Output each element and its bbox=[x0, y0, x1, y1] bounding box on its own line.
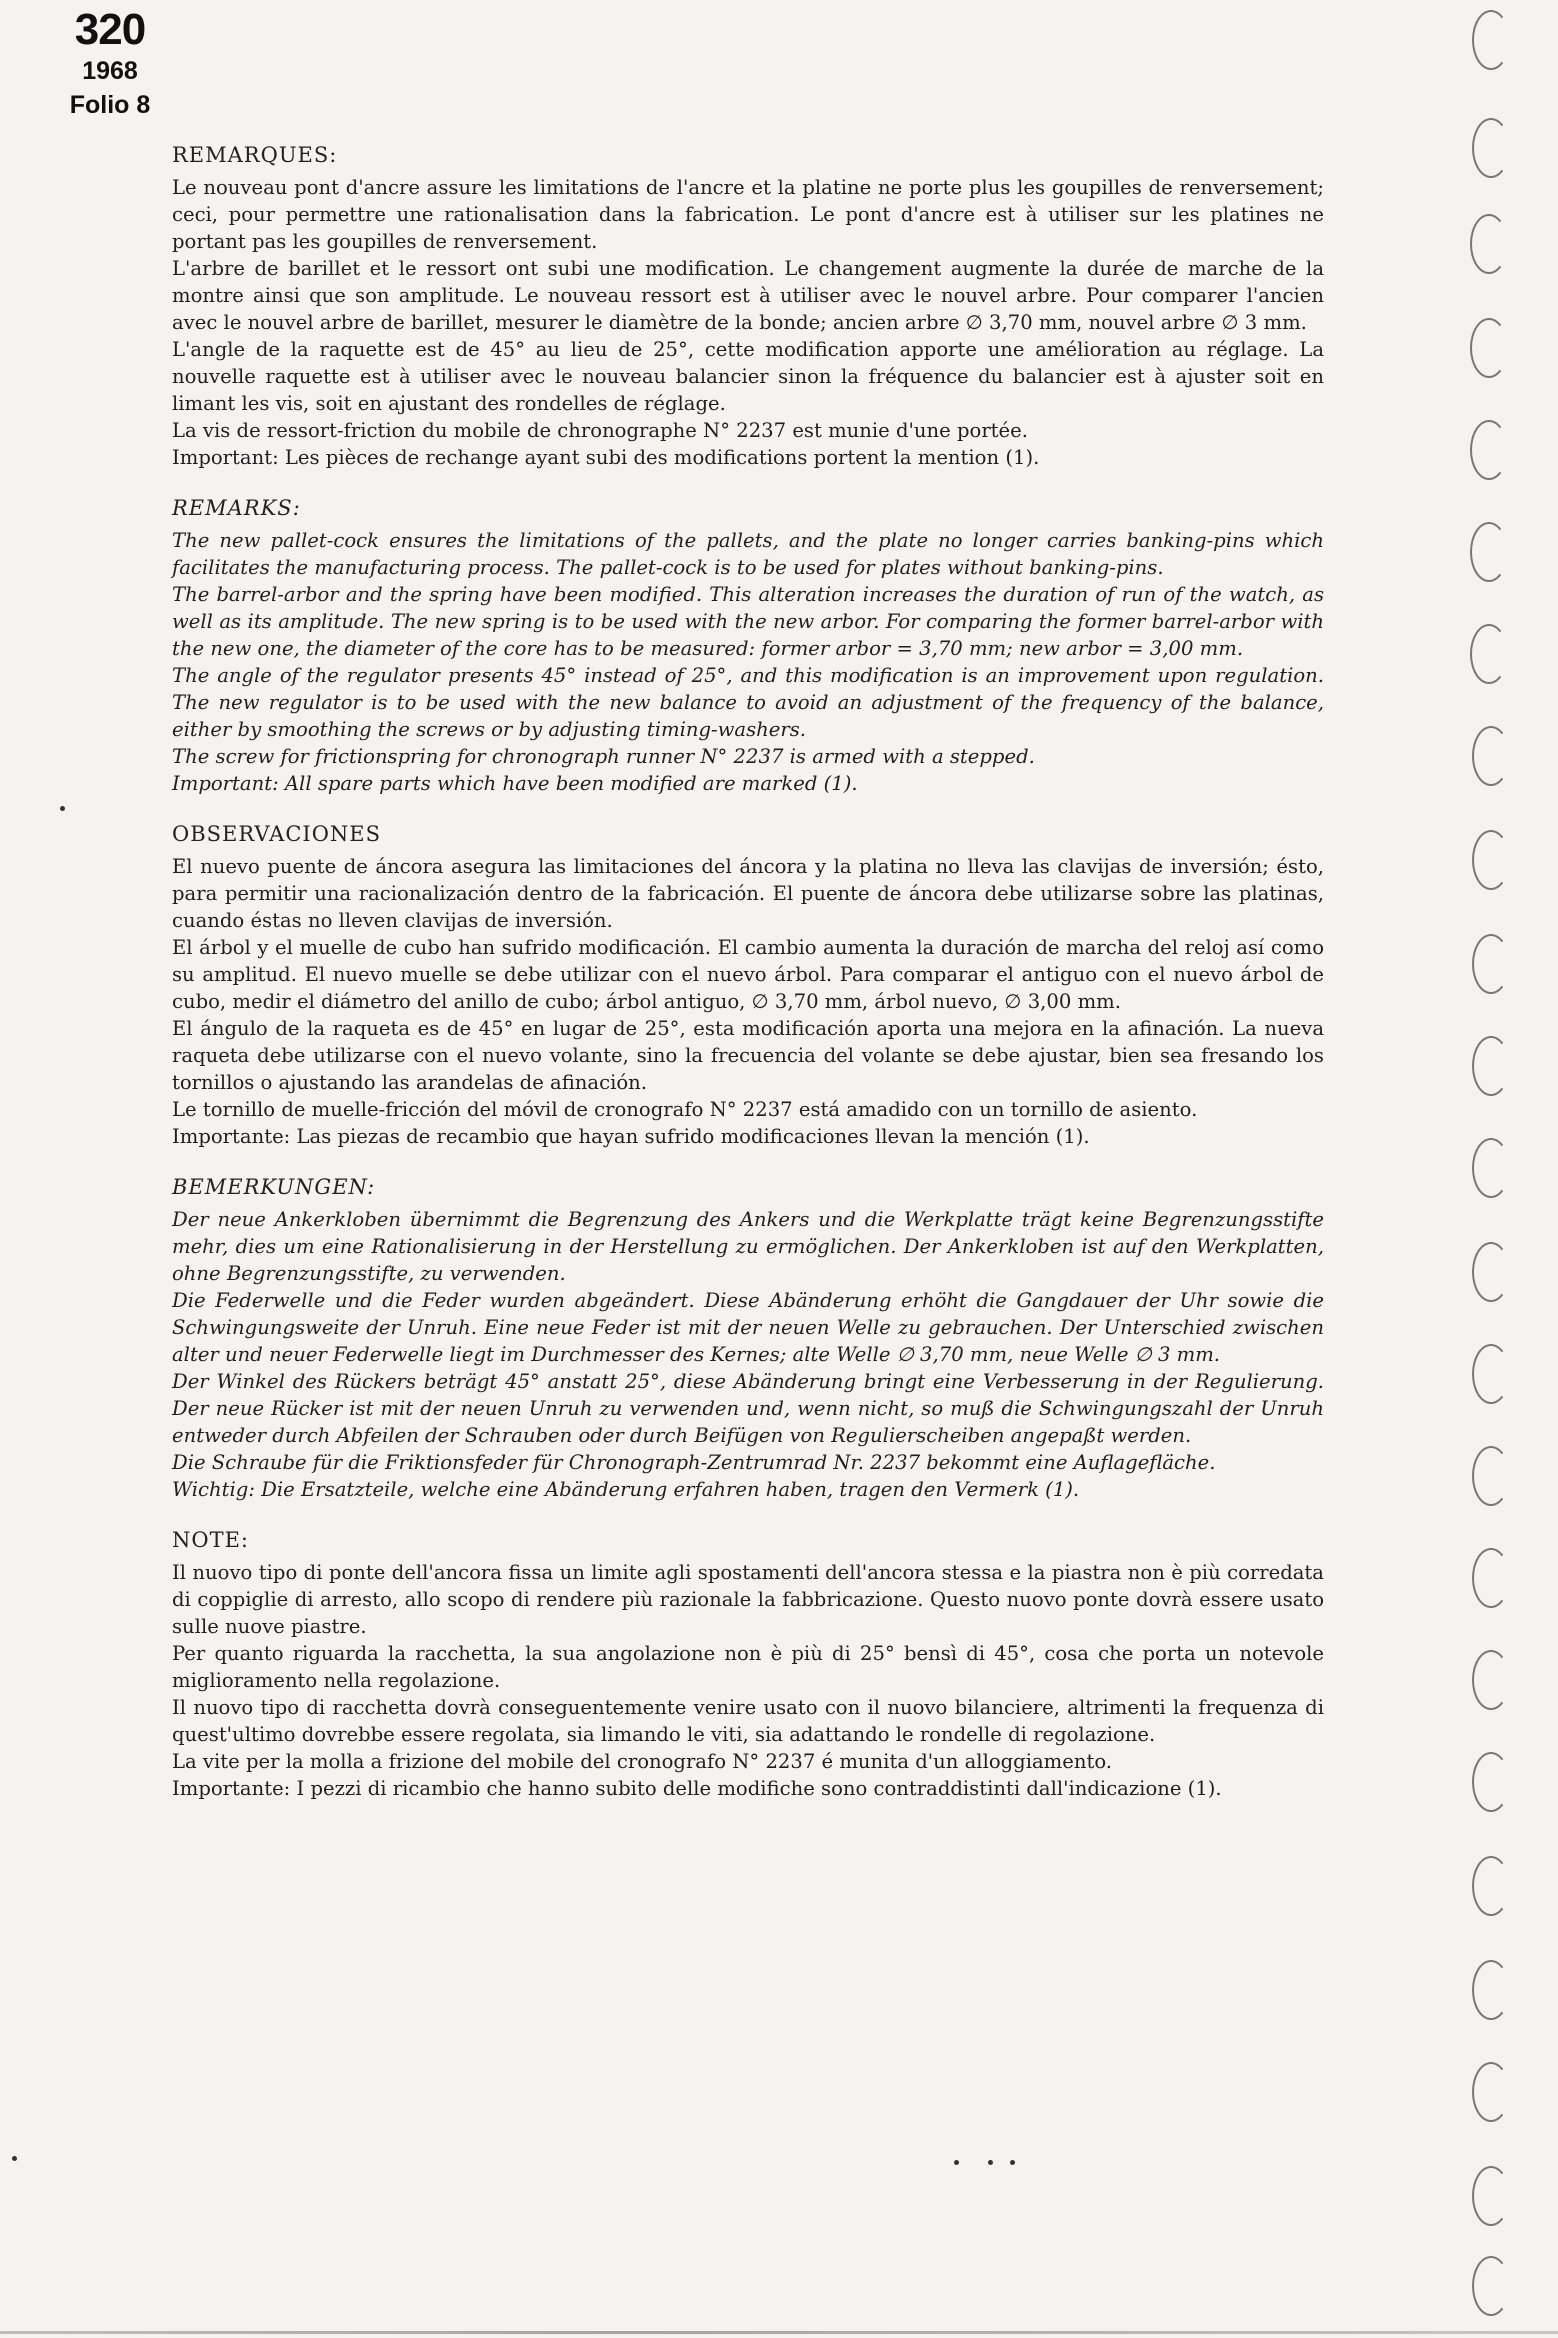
section-italian bbox=[172, 1525, 1324, 1802]
punch-hole-icon bbox=[1472, 1036, 1510, 1096]
paragraph: The new pallet-cock ensures the limitations of the pallets, and the plate no longer carries banking-pins which facilitates the manufacturing process. The pallet-cock is to be used for plates without banking-pins. bbox=[172, 529, 1324, 579]
section-title: BEMERKUNGEN: bbox=[172, 1175, 376, 1199]
punch-hole-icon bbox=[1472, 1752, 1510, 1812]
paragraph: Importante: Las piezas de recambio que hayan sufrido modificaciones llevan la mención (1). bbox=[172, 1125, 1090, 1148]
paragraph: El nuevo puente de áncora asegura las limitaciones del áncora y la platina no lleva las clavijas de inversión; ésto, para permitir una racionalización dentro de la fabricación. El puente de áncora debe utilizarse sobre las platinas, cuando éstas no lleven clavijas de inversión. bbox=[172, 855, 1324, 932]
paragraph: El árbol y el muelle de cubo han sufrido modificación. El cambio aumenta la duración de marcha del reloj así como su amplitud. El nuevo muelle se debe utilizar con el nuevo árbol. Para comparar el antiguo con el nuevo árbol de cubo, medir el diámetro del anillo de cubo; árbol antiguo, ∅ 3,70 mm, árbol nuevo, ∅ 3,00 mm. bbox=[172, 936, 1324, 1013]
paragraph: L'angle de la raquette est de 45° au lieu de 25°, cette modification apporte une amélioration au réglage. La nouvelle raquette est à utiliser avec le nouveau balancier sinon la fréquence du balancier est à ajuster soit en limant les vis, soit en ajustant des rondelles de réglage. bbox=[172, 338, 1324, 415]
section-english bbox=[172, 493, 1324, 797]
punch-hole-icon bbox=[1472, 934, 1510, 994]
punch-hole-icon bbox=[1472, 1138, 1510, 1198]
scan-speck bbox=[954, 2160, 959, 2165]
paragraph: La vite per la molla a frizione del mobile del cronografo N° 2237 é munita d'un alloggiamento. bbox=[172, 1750, 1113, 1773]
punch-hole-icon bbox=[1472, 1446, 1510, 1506]
section-german bbox=[172, 1172, 1324, 1503]
section-title: REMARKS: bbox=[172, 496, 301, 520]
paragraph: Important: Les pièces de rechange ayant subi des modifications portent la mention (1). bbox=[172, 446, 1040, 469]
punch-hole-icon bbox=[1472, 1344, 1510, 1404]
paragraph: Die Federwelle und die Feder wurden abgeändert. Diese Abänderung erhöht die Gangdauer der Uhr sowie die Schwingungsweite der Unruh. Eine neue Feder ist mit der neuen Welle zu gebrauchen. Der Unterschied zwischen alter und neuer Federwelle liegt im Durchmesser des Kernes; alte Welle ∅ 3,70 mm, neue Welle ∅ 3 mm. bbox=[172, 1289, 1324, 1366]
section-title: REMARQUES: bbox=[172, 143, 338, 167]
paragraph: Il nuovo tipo di ponte dell'ancora fissa un limite agli spostamenti dell'ancora stessa e la piastra non è più corredata di coppiglie di arresto, allo scopo di rendere più razionale la fabbricazione. Questo nuovo ponte dovrà essere usato sulle nuove piastre. bbox=[172, 1561, 1324, 1638]
punch-hole-icon bbox=[1470, 214, 1508, 274]
punch-hole-icon bbox=[1472, 2062, 1510, 2122]
paragraph: Der neue Ankerkloben übernimmt die Begrenzung des Ankers und die Werkplatte trägt keine Begrenzungsstifte mehr, dies um eine Rationalisierung in der Herstellung zu ermöglichen. Der Ankerkloben ist auf den Werkplatten, ohne Begrenzungsstifte, zu verwenden. bbox=[172, 1208, 1324, 1285]
page-header bbox=[40, 6, 180, 122]
punch-hole-icon bbox=[1470, 318, 1508, 378]
paragraph: Der Winkel des Rückers beträgt 45° anstatt 25°, diese Abänderung bringt eine Verbesserung in der Regulierung. Der neue Rücker ist mit der neuen Unruh zu verwenden und, wenn nicht, so muß die Schwingungszahl der Unruh entweder durch Abfeilen der Schrauben oder durch Beifügen von Regulierscheiben angepaßt werden. bbox=[172, 1370, 1324, 1447]
paragraph: The barrel-arbor and the spring have been modified. This alteration increases the duration of run of the watch, as well as its amplitude. The new spring is to be used with the new arbor. For comparing the former barrel-arbor with the new one, the diameter of the core has to be measured: former arbor = 3,70 mm; new arbor = 3,00 mm. bbox=[172, 583, 1324, 660]
scan-speck bbox=[1010, 2160, 1015, 2165]
paragraph: Per quanto riguarda la racchetta, la sua angolazione non è più di 25° bensì di 45°, cosa che porta un notevole miglioramento nella regolazione. bbox=[172, 1642, 1324, 1692]
scan-speck bbox=[60, 806, 65, 811]
punch-hole-icon bbox=[1472, 2256, 1510, 2316]
scan-edge bbox=[0, 2331, 1558, 2334]
punch-hole-icon bbox=[1470, 522, 1508, 582]
binder-punch-holes bbox=[1438, 0, 1558, 2338]
punch-hole-icon bbox=[1470, 420, 1508, 480]
punch-hole-icon bbox=[1472, 726, 1510, 786]
document-body bbox=[172, 140, 1324, 1824]
punch-hole-icon bbox=[1470, 624, 1508, 684]
paragraph: L'arbre de barillet et le ressort ont subi une modification. Le changement augmente la durée de marche de la montre ainsi que son amplitude. Le nouveau ressort est à utiliser avec le nouvel arbre. Pour comparer l'ancien avec le nouvel arbre de barillet, mesurer le diamètre de la bonde; ancien arbre ∅ 3,70 mm, nouvel arbre ∅ 3 mm. bbox=[172, 257, 1324, 334]
folio-label: Folio 8 bbox=[69, 91, 151, 119]
section-french bbox=[172, 140, 1324, 471]
scan-speck bbox=[988, 2160, 993, 2165]
paragraph: La vis de ressort-friction du mobile de chronographe N° 2237 est munie d'une portée. bbox=[172, 419, 1028, 442]
paragraph: Wichtig: Die Ersatzteile, welche eine Abänderung erfahren haben, tragen den Vermerk (1). bbox=[172, 1478, 1080, 1501]
paragraph: Importante: I pezzi di ricambio che hanno subito delle modifiche sono contraddistinti dall'indicazione (1). bbox=[172, 1777, 1222, 1800]
paragraph: The angle of the regulator presents 45° instead of 25°, and this modification is an improvement upon regulation. The new regulator is to be used with the new balance to avoid an adjustment of the frequency of the balance, either by smoothing the screws or by adjusting timing-washers. bbox=[172, 664, 1324, 741]
paragraph: The screw for frictionspring for chronograph runner N° 2237 is armed with a stepped. bbox=[172, 745, 1035, 768]
scan-speck bbox=[12, 2156, 17, 2161]
paragraph: Die Schraube für die Friktionsfeder für Chronograph-Zentrumrad Nr. 2237 bekommt eine Auflagefläche. bbox=[172, 1451, 1216, 1474]
punch-hole-icon bbox=[1472, 1960, 1510, 2020]
section-spanish bbox=[172, 819, 1324, 1150]
paragraph: Le nouveau pont d'ancre assure les limitations de l'ancre et la platine ne porte plus les goupilles de renversement; ceci, pour permettre une rationalisation dans la fabrication. Le pont d'ancre est à utiliser sur les platines ne portant pas les goupilles de renversement. bbox=[172, 176, 1324, 253]
punch-hole-icon bbox=[1472, 1548, 1510, 1608]
page-number: 320 bbox=[74, 5, 146, 54]
punch-hole-icon bbox=[1472, 1856, 1510, 1916]
punch-hole-icon bbox=[1472, 1650, 1510, 1710]
year-label: 1968 bbox=[82, 57, 138, 85]
punch-hole-icon bbox=[1472, 1242, 1510, 1302]
paragraph: Il nuovo tipo di racchetta dovrà conseguentemente venire usato con il nuovo bilanciere, altrimenti la frequenza di quest'ultimo dovrebbe essere regolata, sia limando le viti, sia adattando le rondelle di regolazione. bbox=[172, 1696, 1324, 1746]
paragraph: Le tornillo de muelle-fricción del móvil de cronografo N° 2237 está amadido con un tornillo de asiento. bbox=[172, 1098, 1198, 1121]
punch-hole-icon bbox=[1472, 830, 1510, 890]
punch-hole-icon bbox=[1472, 2166, 1510, 2226]
section-title: NOTE: bbox=[172, 1528, 250, 1552]
paragraph: Important: All spare parts which have been modified are marked (1). bbox=[172, 772, 858, 795]
punch-hole-icon bbox=[1472, 118, 1510, 178]
punch-hole-icon bbox=[1472, 10, 1510, 70]
section-title: OBSERVACIONES bbox=[172, 822, 382, 846]
paragraph: El ángulo de la raqueta es de 45° en lugar de 25°, esta modificación aporta una mejora en la afinación. La nueva raqueta debe utilizarse con el nuevo volante, sino la frecuencia del volante se debe ajustar, bien sea fresando los tornillos o ajustando las arandelas de afinación. bbox=[172, 1017, 1324, 1094]
